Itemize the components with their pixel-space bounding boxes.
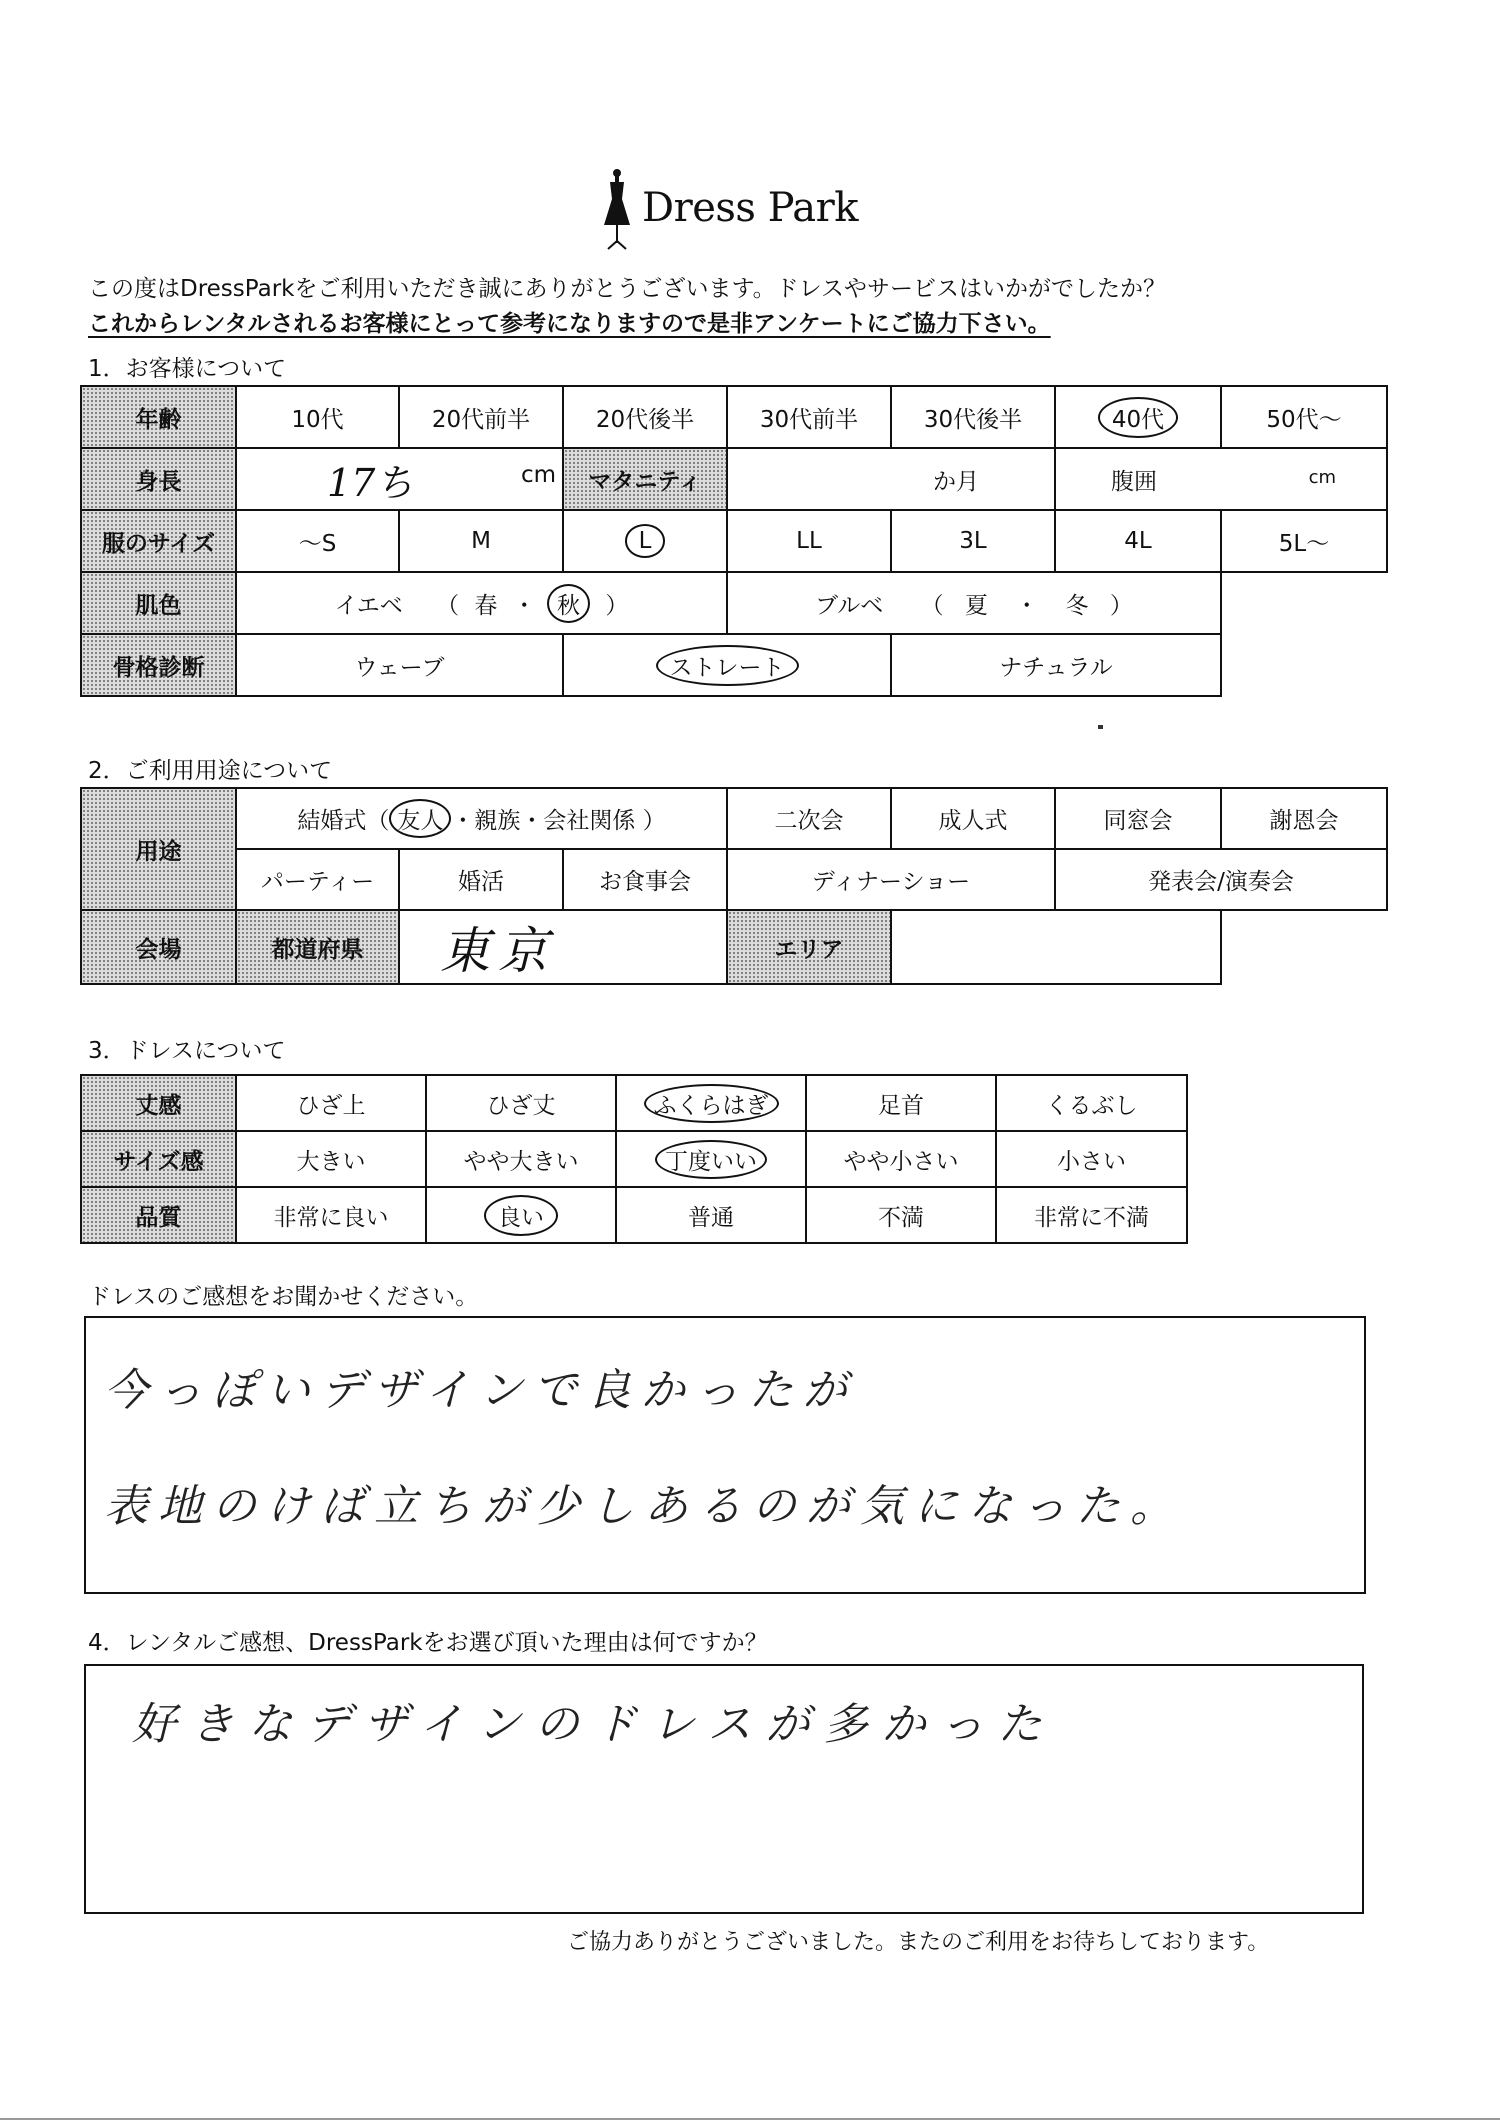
quality-row [81,1187,1187,1243]
skin-row [81,572,1387,634]
blue-close: ） [1109,592,1133,619]
purpose-option[interactable]: 同窓会 [1055,788,1221,849]
quality-option[interactable]: 不満 [806,1187,996,1243]
skin-label: 肌色 [81,572,236,634]
age-option[interactable]: 10代 [236,386,399,448]
dress-table [80,1074,1188,1244]
waist-unit: cm [1308,466,1336,488]
quality-label: 品質 [81,1187,236,1243]
usage-row-2 [81,849,1387,910]
length-option[interactable]: ひざ丈 [426,1075,616,1131]
frame-option[interactable]: ナチュラル [891,634,1221,696]
scan-edge-line [0,2118,1500,2120]
prefecture-field[interactable] [399,910,727,984]
quality-option[interactable]: 非常に不満 [996,1187,1187,1243]
usage-row-1 [81,788,1387,849]
section2-title: 2．ご利用用途について [88,758,333,784]
footer-thanks: ご協力ありがとうございました。またのご利用をお待ちしております。 [567,1930,1270,1955]
purpose-option[interactable]: 発表会/演奏会 [1055,849,1387,910]
wedding-field[interactable] [236,788,727,849]
wedding-rest: ・親族・会社関係 ） [451,808,666,834]
fit-selected-mark: 丁度いい [655,1140,767,1179]
frame-option[interactable]: ウェーブ [236,634,563,696]
age-option[interactable]: 30代前半 [727,386,891,448]
quality-option[interactable]: 普通 [616,1187,806,1243]
skin-winter[interactable]: 冬 [1065,592,1089,619]
impression-line: 表地のけば立ちが少しあるのが気になった。 [104,1481,1184,1532]
height-field[interactable] [236,448,563,510]
maternity-label: マタニティ [563,448,727,510]
yellow-close: ） [605,592,629,619]
yellow-dot: ・ [512,592,536,619]
fit-label: サイズ感 [81,1131,236,1187]
blue-open: （ [920,592,944,619]
size-option-selected[interactable] [563,510,727,572]
purpose-option[interactable]: 二次会 [727,788,891,849]
area-label: エリア [727,910,891,984]
quality-option[interactable]: 非常に良い [236,1187,426,1243]
section3-title: 3．ドレスについて [88,1038,286,1064]
prefecture-value: 東京 [440,922,556,980]
frame-selected-mark: ストレート [656,645,799,686]
age-option[interactable]: 30代後半 [891,386,1055,448]
venue-label: 会場 [81,910,236,984]
length-option[interactable]: くるぶし [996,1075,1187,1131]
fit-option[interactable]: やや大きい [426,1131,616,1187]
skin-spring[interactable]: 春 [474,592,498,619]
purpose-label: 用途 [81,788,236,910]
height-label: 身長 [81,448,236,510]
age-label: 年齢 [81,386,236,448]
size-row [81,510,1387,572]
age-option-selected[interactable] [1055,386,1221,448]
yellow-base-field[interactable] [236,572,727,634]
intro-request: これからレンタルされるお客様にとって参考になりますので是非アンケートにご協力下さい。 [88,311,1051,337]
wedding-prefix: 結婚式（ [297,808,390,834]
impression-textbox[interactable] [84,1316,1366,1594]
age-option[interactable]: 20代前半 [399,386,563,448]
purpose-option[interactable]: 成人式 [891,788,1055,849]
age-option[interactable]: 50代～ [1221,386,1387,448]
purpose-option[interactable]: 婚活 [399,849,563,910]
purpose-option[interactable]: 謝恩会 [1221,788,1387,849]
waist-label: 腹囲 [1111,468,1157,495]
dress-mannequin-icon [600,165,634,255]
blue-base-field[interactable] [727,572,1221,634]
size-option[interactable]: M [399,510,563,572]
frame-option-selected[interactable] [563,634,891,696]
quality-selected-mark: 良い [484,1195,558,1236]
skin-summer[interactable]: 夏 [964,592,988,619]
height-row [81,448,1387,510]
frame-label: 骨格診断 [81,634,236,696]
venue-row [81,910,1387,984]
length-option[interactable]: ひざ上 [236,1075,426,1131]
prefecture-label: 都道府県 [236,910,399,984]
blue-dot: ・ [1015,592,1039,619]
length-row [81,1075,1187,1131]
fit-option[interactable]: 大きい [236,1131,426,1187]
purpose-option[interactable]: ディナーショー [727,849,1055,910]
frame-row [81,634,1387,696]
skin-autumn-selected[interactable]: 秋 [547,584,590,623]
brand-logo [600,165,900,255]
size-option[interactable]: ～S [236,510,399,572]
fit-option[interactable]: やや小さい [806,1131,996,1187]
purpose-option[interactable]: パーティー [236,849,399,910]
fit-row [81,1131,1187,1187]
length-option[interactable]: 足首 [806,1075,996,1131]
purpose-option[interactable]: お食事会 [563,849,727,910]
age-selected-mark: 40代 [1098,397,1178,438]
reason-textbox[interactable] [84,1664,1364,1914]
impression-prompt: ドレスのご感想をお聞かせください。 [88,1284,479,1310]
usage-table [80,787,1388,985]
maternity-unit: か月 [933,468,979,495]
impression-line: 今っぽいデザインで良かったが [104,1365,857,1416]
waist-field[interactable] [1055,448,1387,510]
size-selected-mark: L [625,524,666,558]
reason-line: 好きなデザインのドレスが多かった [132,1699,1056,1750]
size-label: 服のサイズ [81,510,236,572]
intro-text: この度はDressParkをご利用いただき誠にありがとうございます。ドレスやサービスはいかがでしたか？ [88,276,1166,302]
brand-name: Dress Park [642,185,858,231]
length-option-selected[interactable] [616,1075,806,1131]
age-row [81,386,1387,448]
size-option[interactable]: 5L～ [1221,510,1387,572]
length-label: 丈感 [81,1075,236,1131]
yellow-open: （ [436,592,460,619]
maternity-field[interactable] [727,448,1055,510]
age-option[interactable]: 20代後半 [563,386,727,448]
scan-dust [1098,725,1103,729]
size-option[interactable]: LL [727,510,891,572]
fit-option[interactable]: 小さい [996,1131,1187,1187]
area-field[interactable] [891,910,1221,984]
size-option[interactable]: 4L [1055,510,1221,572]
quality-option-selected[interactable] [426,1187,616,1243]
size-option[interactable]: 3L [891,510,1055,572]
length-selected-mark: ふくらはぎ [644,1084,779,1123]
section4-title: 4．レンタルご感想、DressParkをお選び頂いた理由は何ですか？ [88,1630,768,1656]
height-value: 17ち [327,460,414,505]
height-unit: cm [520,461,556,488]
yellow-base-label: イエベ [334,592,403,619]
blue-base-label: ブルベ [815,592,884,619]
customer-table [80,385,1388,697]
section1-title: 1．お客様について [88,356,287,382]
wedding-friend-selected[interactable]: 友人 [389,799,451,838]
fit-option-selected[interactable] [616,1131,806,1187]
